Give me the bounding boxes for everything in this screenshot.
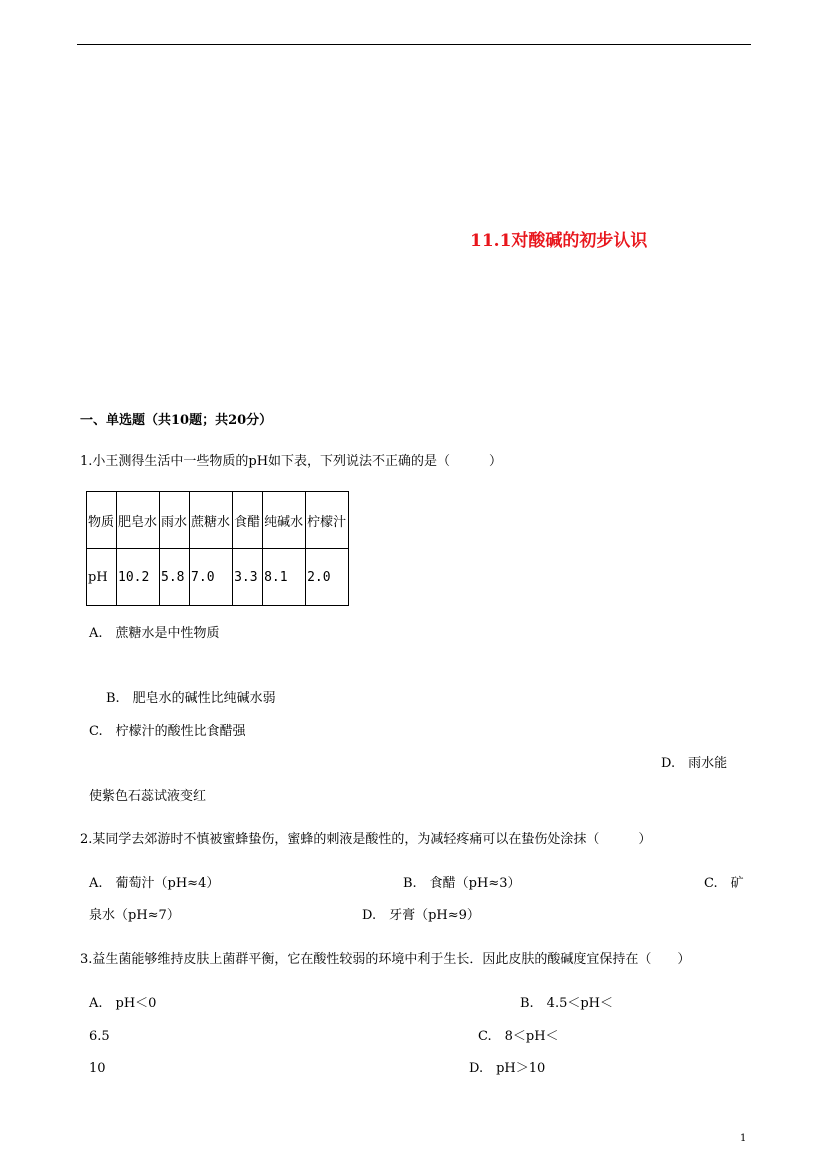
question-3-stem: 3.益生菌能够维持皮肤上菌群平衡，它在酸性较弱的环境中利于生长．因此皮肤的酸碱度宜保持在（ ）	[80, 952, 691, 967]
header-rule	[77, 44, 751, 45]
q1-option-a: A. 蔗糖水是中性物质	[89, 626, 220, 641]
section-heading: 一、单选题（共10题；共20分）	[80, 413, 273, 428]
table-cell: 雨水	[160, 492, 190, 549]
table-cell: 肥皂水	[117, 492, 160, 549]
q3-option-b-continued: 6.5	[89, 1029, 110, 1044]
table-cell: 8.1	[263, 549, 306, 606]
q2-option-a: A. 葡萄汁（pH≈4）	[89, 876, 220, 891]
table-cell: 柠檬汁	[306, 492, 349, 549]
q1-option-d-continued: 使紫色石蕊试液变红	[89, 789, 207, 804]
q3-option-d: D. pH＞10	[469, 1061, 546, 1076]
table-cell: 2.0	[306, 549, 349, 606]
table-cell: 纯碱水	[263, 492, 306, 549]
q2-option-d: D. 牙膏（pH≈9）	[362, 908, 480, 923]
q2-option-c-continued: 泉水（pH≈7）	[89, 908, 180, 923]
table-cell: 蔗糖水	[190, 492, 233, 549]
table-cell: 3.3	[233, 549, 263, 606]
q3-option-c-continued: 10	[89, 1061, 106, 1076]
table-cell: 食醋	[233, 492, 263, 549]
document-title: 11.1对酸碱的初步认识	[470, 231, 648, 251]
table-cell: 7.0	[190, 549, 233, 606]
table-cell: 物质	[87, 492, 117, 549]
table-header-row	[87, 492, 349, 549]
ph-table	[86, 491, 349, 606]
q1-option-d: D. 雨水能	[661, 756, 728, 771]
q2-option-c: C. 矿	[704, 876, 744, 891]
table-cell: 5.8	[160, 549, 190, 606]
page-number: 1	[740, 1133, 747, 1144]
question-1-stem: 1.小王测得生活中一些物质的pH如下表，下列说法不正确的是（ ）	[80, 454, 503, 469]
table-cell: pH	[87, 549, 117, 606]
question-2-stem: 2.某同学去郊游时不慎被蜜蜂蛰伤，蜜蜂的刺液是酸性的，为减轻疼痛可以在蛰伤处涂抹（ ）	[80, 832, 652, 847]
table-cell: 10.2	[117, 549, 160, 606]
q1-option-b: B. 肥皂水的碱性比纯碱水弱	[106, 691, 276, 706]
q3-option-c: C. 8＜pH＜	[478, 1029, 559, 1044]
q3-option-b: B. 4.5＜pH＜	[520, 996, 614, 1011]
q2-option-b: B. 食醋（pH≈3）	[403, 876, 521, 891]
q3-option-a: A. pH＜0	[89, 996, 157, 1011]
q1-option-c: C. 柠檬汁的酸性比食醋强	[89, 724, 246, 739]
table-row	[87, 549, 349, 606]
